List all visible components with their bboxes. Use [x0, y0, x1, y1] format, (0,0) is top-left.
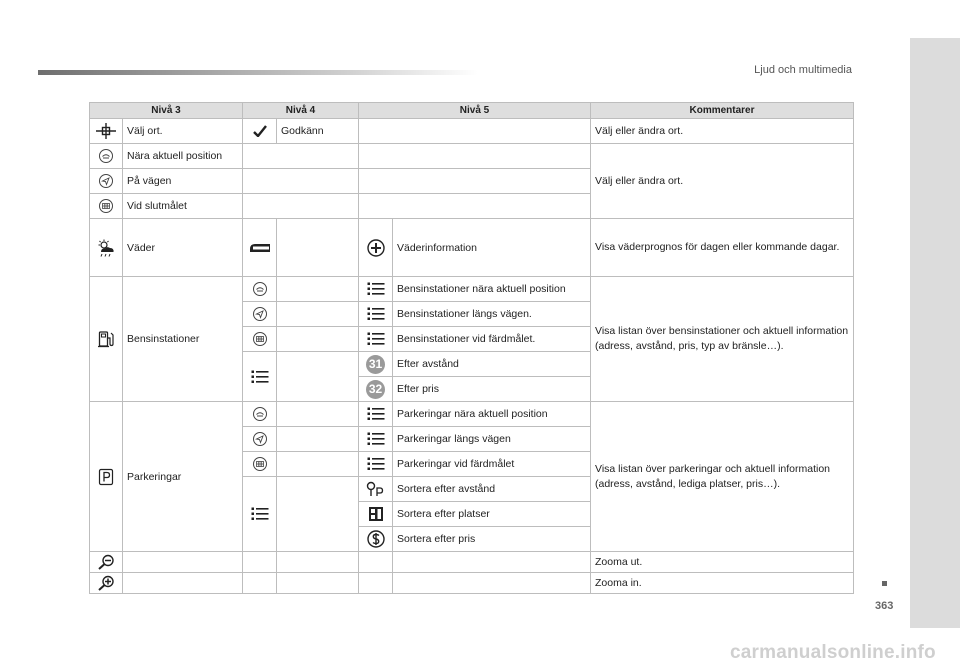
- cell-comment: Zooma ut.: [591, 552, 854, 573]
- cell-level3: Välj ort.: [123, 119, 243, 144]
- cell-empty: [277, 573, 359, 594]
- list-icon: [359, 302, 393, 327]
- reference-32-badge: 32: [359, 377, 393, 402]
- table-row: [90, 402, 854, 427]
- cell-empty: [277, 552, 359, 573]
- fuel-pump-icon: [90, 277, 123, 402]
- cell-level5: Sortera efter platser: [393, 502, 591, 527]
- cell-comment: Välj eller ändra ort.: [591, 119, 854, 144]
- cell-empty: [277, 452, 359, 477]
- cell-level3: På vägen: [123, 169, 243, 194]
- list-icon: [359, 402, 393, 427]
- location-parking-icon: [359, 477, 393, 502]
- col-header-level3: Nivå 3: [90, 103, 243, 119]
- cell-level5: Bensinstationer vid färdmålet.: [393, 327, 591, 352]
- table-row: [90, 573, 854, 594]
- destination-flag-icon: [243, 327, 277, 352]
- cell-level5: Parkeringar vid färdmålet: [393, 452, 591, 477]
- dollar-icon: [359, 527, 393, 552]
- current-position-icon: [243, 277, 277, 302]
- cell-empty: [123, 552, 243, 573]
- cell-empty: [277, 277, 359, 302]
- cell-level5: Parkeringar nära aktuell position: [393, 402, 591, 427]
- destination-flag-icon: [90, 194, 123, 219]
- table-row: [90, 144, 854, 169]
- page-marker: [882, 581, 887, 586]
- col-header-level5: Nivå 5: [359, 103, 591, 119]
- temperature-bar-icon: [243, 219, 277, 277]
- list-icon: [243, 477, 277, 552]
- section-title: Ljud och multimedia: [754, 64, 852, 76]
- cell-empty: [359, 573, 393, 594]
- on-route-icon: [243, 302, 277, 327]
- current-position-icon: [90, 144, 123, 169]
- zoom-out-icon: [90, 552, 123, 573]
- cell-level5: Sortera efter avstånd: [393, 477, 591, 502]
- cell-empty: [243, 144, 359, 169]
- cell-level3: Nära aktuell position: [123, 144, 243, 169]
- cell-comment: Välj eller ändra ort.: [591, 144, 854, 219]
- cell-empty: [393, 552, 591, 573]
- cell-empty: [277, 327, 359, 352]
- cell-comment: Visa listan över parkeringar och aktuell information (adress, avstånd, lediga platser, pris…).: [591, 402, 854, 552]
- cell-level3: Bensinstationer: [123, 277, 243, 402]
- cell-empty: [277, 219, 359, 277]
- current-position-icon: [243, 402, 277, 427]
- cell-empty: [277, 427, 359, 452]
- col-header-level4: Nivå 4: [243, 103, 359, 119]
- cell-empty: [393, 573, 591, 594]
- cell-empty: [277, 477, 359, 552]
- on-route-icon: [90, 169, 123, 194]
- cell-level3: Vid slutmålet: [123, 194, 243, 219]
- cell-level5: Sortera efter pris: [393, 527, 591, 552]
- cell-empty: [359, 119, 591, 144]
- cell-empty: [359, 144, 591, 169]
- weather-icon: [90, 219, 123, 277]
- col-header-comments: Kommentarer: [591, 103, 854, 119]
- watermark-url: carmanualsonline.info: [730, 642, 936, 663]
- list-icon: [359, 277, 393, 302]
- cell-empty: [359, 169, 591, 194]
- cell-empty: [123, 573, 243, 594]
- cell-empty: [243, 573, 277, 594]
- cell-level5: Väderinformation: [393, 219, 591, 277]
- cell-empty: [359, 552, 393, 573]
- cell-comment: Visa listan över bensinstationer och aktuell information (adress, avstånd, pris, typ av bränsle…).: [591, 277, 854, 402]
- list-icon: [359, 327, 393, 352]
- list-icon: [359, 427, 393, 452]
- cell-empty: [277, 352, 359, 402]
- crosshair-icon: [90, 119, 123, 144]
- page-side-tab: [910, 38, 960, 628]
- cell-empty: [243, 169, 359, 194]
- cell-level3: Väder: [123, 219, 243, 277]
- menu-table: [89, 102, 854, 594]
- cell-level5: Parkeringar längs vägen: [393, 427, 591, 452]
- cell-empty: [243, 552, 277, 573]
- parking-icon: [90, 402, 123, 552]
- table-header-row: [90, 103, 854, 119]
- cell-comment: Visa väderprognos för dagen eller kommande dagar.: [591, 219, 854, 277]
- table-row: [90, 119, 854, 144]
- destination-flag-icon: [243, 452, 277, 477]
- cell-comment: Zooma in.: [591, 573, 854, 594]
- parking-spaces-icon: [359, 502, 393, 527]
- cell-level5: Efter avstånd: [393, 352, 591, 377]
- table-row: [90, 219, 854, 277]
- plus-circle-icon: [359, 219, 393, 277]
- list-icon: [243, 352, 277, 402]
- list-icon: [359, 452, 393, 477]
- reference-31-badge: 31: [359, 352, 393, 377]
- cell-level3: Parkeringar: [123, 402, 243, 552]
- table-row: [90, 277, 854, 302]
- cell-empty: [277, 302, 359, 327]
- cell-empty: [277, 402, 359, 427]
- cell-level5: Bensinstationer längs vägen.: [393, 302, 591, 327]
- page-number: 363: [875, 600, 894, 612]
- cell-level4: Godkänn: [277, 119, 359, 144]
- checkmark-icon: [243, 119, 277, 144]
- cell-empty: [243, 194, 359, 219]
- cell-level5: Bensinstationer nära aktuell position: [393, 277, 591, 302]
- table-row: [90, 552, 854, 573]
- zoom-in-icon: [90, 573, 123, 594]
- on-route-icon: [243, 427, 277, 452]
- cell-level5: Efter pris: [393, 377, 591, 402]
- cell-empty: [359, 194, 591, 219]
- header-gradient-bar: [38, 70, 478, 75]
